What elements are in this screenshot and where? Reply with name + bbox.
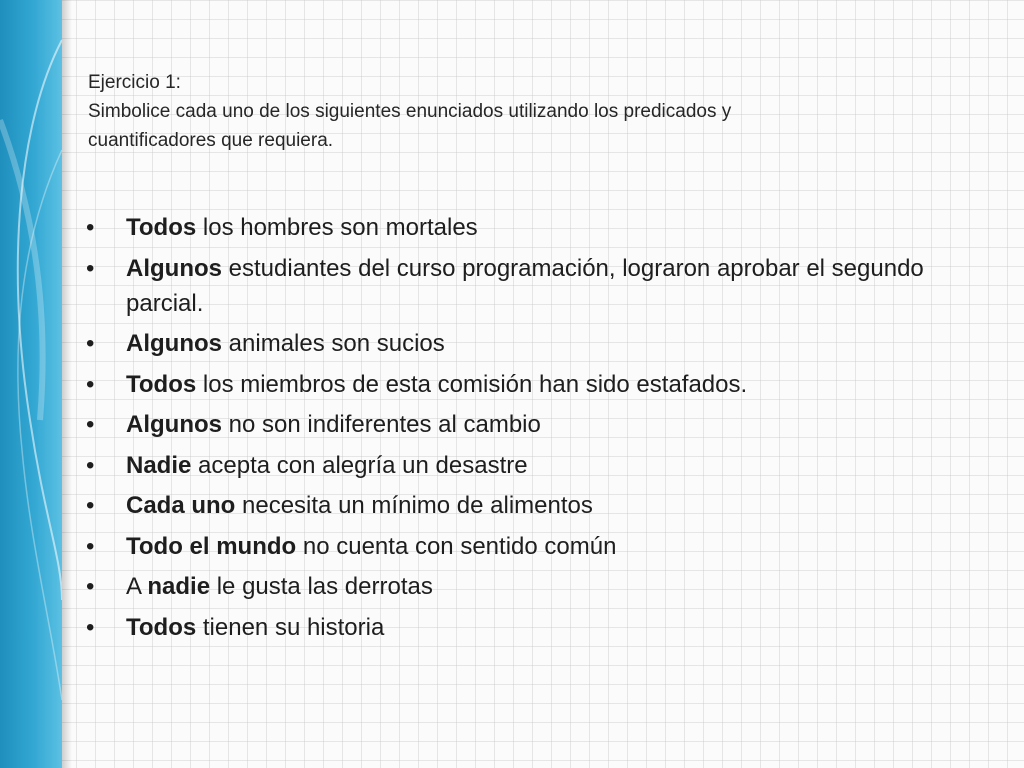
exercise-title: Ejercicio 1: <box>88 72 181 93</box>
list-item <box>86 569 946 604</box>
quantifier-word: Cada uno <box>126 492 236 519</box>
list-item <box>86 488 946 523</box>
statement-text: los miembros de esta comisión han sido estafados. <box>196 370 748 398</box>
statement-text: estudiantes del curso programación, lograron aprobar el segundo parcial. <box>126 254 924 317</box>
quantifier-word: Todos <box>126 370 197 398</box>
decorative-side-band <box>0 0 62 768</box>
bullet-icon: • <box>86 613 95 641</box>
bullet-icon: • <box>86 411 95 438</box>
bullet-icon: • <box>86 370 95 398</box>
list-item <box>86 326 946 361</box>
bullet-icon: • <box>86 214 95 241</box>
statement-prefix: A <box>126 573 148 600</box>
list-item <box>86 210 946 245</box>
decorative-curves <box>0 0 62 768</box>
bullet-icon: • <box>86 254 95 282</box>
quantifier-word: Algunos <box>126 411 222 438</box>
list-item <box>86 610 946 645</box>
quantifier-word: Todos <box>126 613 197 641</box>
list-item <box>86 407 946 442</box>
quantifier-word: Algunos <box>126 330 222 357</box>
statement-text: los hombres son mortales <box>196 214 478 241</box>
side-band-shadow <box>62 0 72 768</box>
statement-text: tienen su historia <box>196 613 385 641</box>
bullet-icon: • <box>86 573 95 600</box>
bullet-icon: • <box>86 532 95 560</box>
list-item <box>86 529 946 564</box>
quantifier-word: nadie <box>147 573 211 600</box>
statement-text: acepta con alegría un desastre <box>191 451 528 479</box>
statement-text: le gusta las derrotas <box>210 573 433 600</box>
statement-text: no son indiferentes al cambio <box>222 411 541 438</box>
bullet-icon: • <box>86 451 95 479</box>
list-item <box>86 367 946 402</box>
bullet-icon: • <box>86 330 95 357</box>
list-item <box>86 448 946 483</box>
quantifier-word: Todo el mundo <box>126 532 297 560</box>
statement-text: necesita un mínimo de alimentos <box>235 492 593 519</box>
quantifier-word: Nadie <box>126 451 192 479</box>
statement-list <box>86 210 946 650</box>
quantifier-word: Todos <box>126 214 197 241</box>
bullet-icon: • <box>86 492 95 519</box>
exercise-header <box>88 68 908 155</box>
statement-text: no cuenta con sentido común <box>296 532 617 560</box>
quantifier-word: Algunos <box>126 254 222 282</box>
instruction-line-1: Simbolice cada uno de los siguientes enunciados utilizando los predicados y <box>88 101 732 122</box>
list-item <box>86 251 946 321</box>
statement-text: animales son sucios <box>222 330 445 357</box>
instruction-line-2: cuantificadores que requiera. <box>88 130 334 151</box>
